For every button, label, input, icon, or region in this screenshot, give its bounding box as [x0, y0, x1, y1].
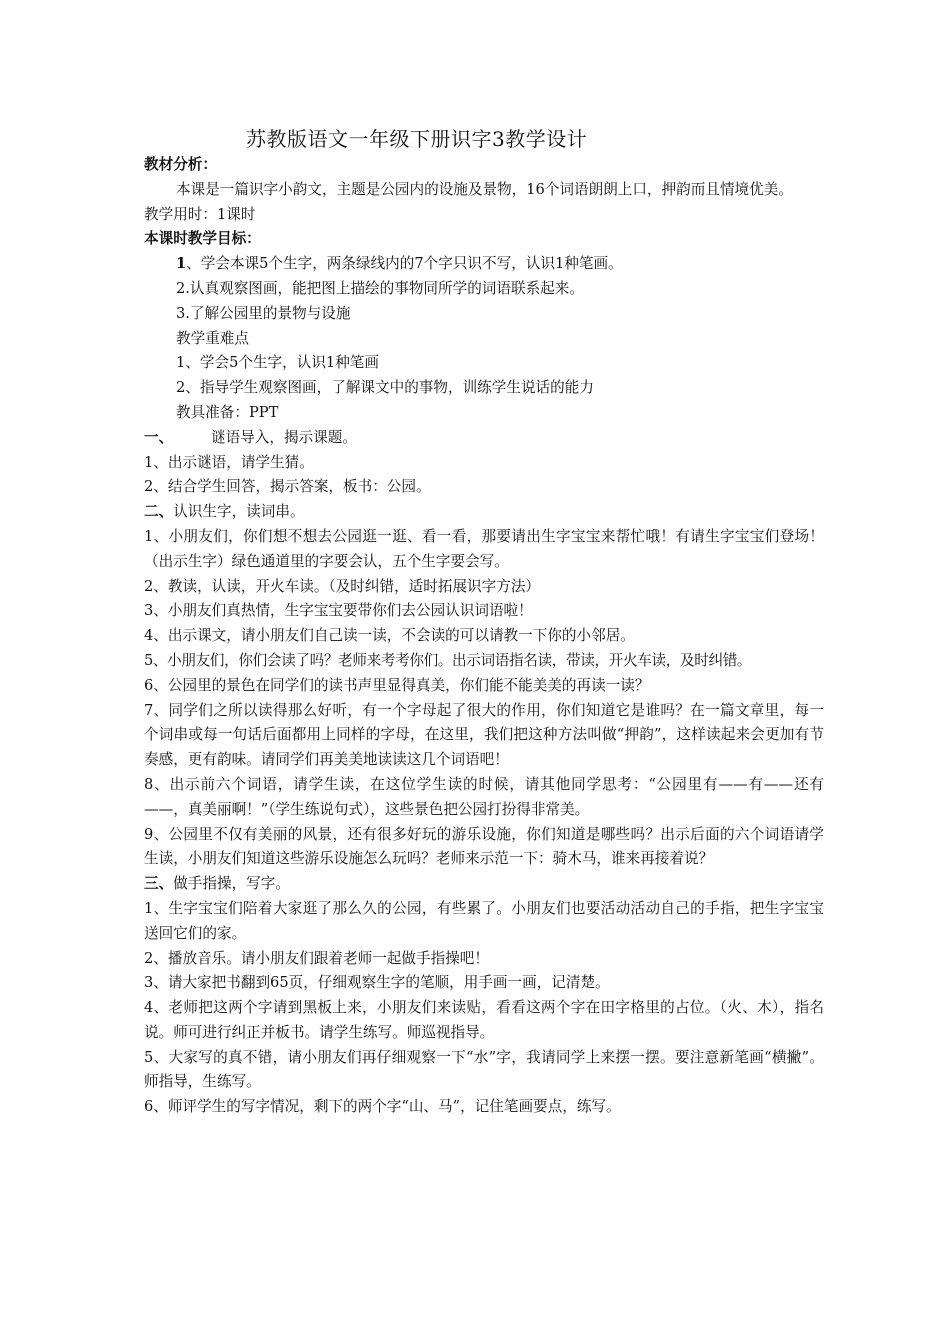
goal-item: 2.认真观察图画，能把图上描绘的事物同所学的词语联系起来。	[176, 279, 584, 297]
section-title: 认识生字，读词串。	[173, 503, 305, 521]
goals-heading: 本课时教学目标：	[144, 230, 261, 248]
section-title: 做手指操，写字。	[173, 875, 290, 893]
key-point-item: 2、指导学生观察图画，了解课文中的事物，训练学生说话的能力	[176, 379, 594, 397]
list-item: 1、生字宝宝们陪着大家逛了那么久的公园，有些累了。小朋友们也要活动活动自己的手指，把生字宝宝送回它们的家。	[144, 899, 824, 942]
list-item: 1、小朋友们，你们想不想去公园逛一逛、看一看，那要请出生字宝宝来帮忙哦！有请生字宝宝们登场！（出示生字）绿色通道里的字要会认，五个生字要会写。	[144, 527, 824, 570]
list-item: 1、出示谜语，请学生猜。	[144, 453, 314, 471]
section-heading	[144, 426, 824, 451]
goal-item: 3.了解公园里的景物与设施	[176, 304, 351, 322]
list-item: 6、公园里的景色在同学们的读书声里显得真美，你们能不能美美的再读一读？	[144, 676, 650, 694]
list-item: 8、出示前六个词语，请学生读，在这位学生读的时候，请其他同学思考：“公园里有——有——还有——，真美丽啊！”（学生练说句式），这些景色把公园打扮得非常美。	[144, 775, 824, 818]
list-item: 3、小朋友们真热情，生字宝宝要带你们去公园认识词语啦！	[144, 602, 533, 620]
teaching-tools: 教具准备：PPT	[176, 403, 279, 421]
goal-item	[144, 252, 824, 277]
document-body	[144, 153, 824, 1120]
list-item: 6、师评学生的写字情况，剩下的两个字“山、马”，记住笔画要点，练写。	[144, 1098, 621, 1116]
list-item: 3、请大家把书翻到65页，仔细观察生字的笔顺，用手画一画，记清楚。	[144, 974, 610, 992]
list-item: 2、教读，认读，开火车读。（及时纠错，适时拓展识字方法）	[144, 577, 541, 595]
key-point-item: 1、学会5个生字，认识1种笔画	[176, 354, 379, 372]
section-heading	[144, 872, 824, 897]
material-paragraph: 本课是一篇识字小韵文，主题是公园内的设施及景物，16个词语朗朗上口，押韵而且情境优美。	[176, 180, 793, 198]
list-item: 9、公园里不仅有美丽的风景，还有很多好玩的游乐设施，你们知道是哪些吗？出示后面的六个词语请学生读，小朋友们知道这些游乐设施怎么玩吗？老师来示范一下：骑木马，谁来再接着说？	[144, 825, 824, 868]
list-item: 4、老师把这两个字请到黑板上来，小朋友们来读贴，看看这两个字在田字格里的占位。（火、木），指名说。师可进行纠正并板书。请学生练写。师巡视指导。	[144, 999, 824, 1041]
section-title: 谜语导入，揭示课题。	[211, 428, 357, 446]
key-points-heading: 教学重难点	[176, 329, 249, 347]
list-item: 5、小朋友们，你们会读了吗？老师来考考你们。出示词语指名读，带读，开火车读，及时纠错。	[144, 651, 752, 669]
section-number: 三、	[144, 875, 174, 893]
section-number: 二、	[144, 503, 174, 521]
list-item: 7、同学们之所以读得那么好听，有一个字母起了很大的作用，你们知道它是谁吗？在一篇文章里，每一个词串或每一句话后面都用上同样的字母，在这里，我们把这种方法叫做“押韵”，这样读起来会更加有节奏感，更有韵味。请同学们再美美地读读这几个词语吧！	[144, 701, 824, 769]
section-heading	[144, 500, 824, 525]
goal-text: 、学会本课5个生字，两条绿线内的7个字只识不写，认识1种笔画。	[186, 255, 623, 273]
list-item: 4、出示课文，请小朋友们自己读一读，不会读的可以请教一下你的小邻居。	[144, 627, 635, 645]
list-item: 2、结合学生回答，揭示答案，板书：公园。	[144, 478, 431, 496]
material-heading: 教材分析：	[144, 156, 217, 173]
teaching-time: 教学用时：1课时	[144, 205, 256, 223]
section-number: 一、	[144, 428, 174, 446]
list-item: 5、大家写的真不错，请小朋友们再仔细观察一下“水”字，我请同学上来摆一摆。要注意新笔画“横撇”。师指导，生练写。	[144, 1048, 824, 1091]
goal-number: 1	[176, 255, 187, 273]
list-item: 2、播放音乐。请小朋友们跟着老师一起做手指操吧！	[144, 949, 489, 967]
document-title: 苏教版语文一年级下册识字3教学设计	[246, 127, 588, 151]
